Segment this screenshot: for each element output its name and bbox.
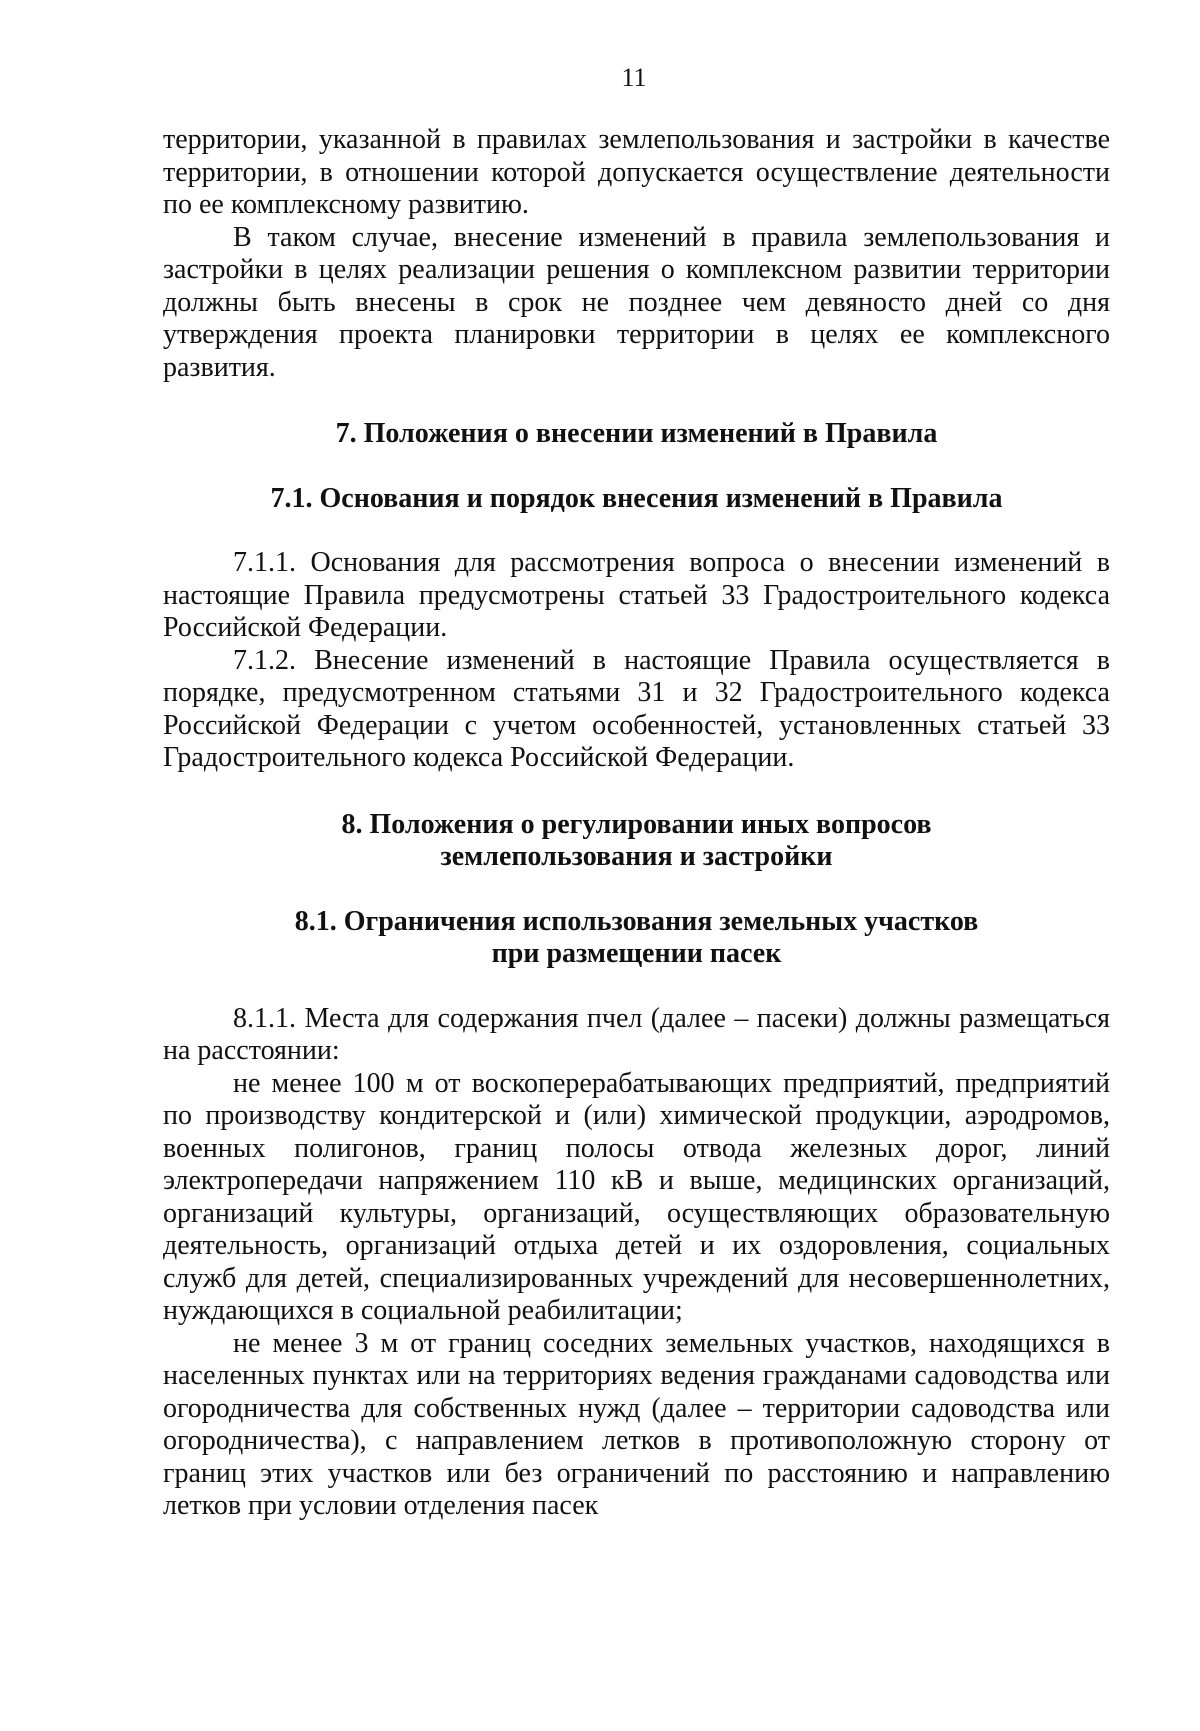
section-7-heading: 7. Положения о внесении изменений в Правила (335, 418, 938, 449)
paragraph-8-1-1: 8.1.1. Места для содержания пчел (далее – пасеки) должны размещаться на расстоянии: (163, 1002, 1110, 1066)
section-8-1-heading-line-1: 8.1. Ограничения использования земельных участков (294, 905, 979, 937)
paragraph-7-1-2: 7.1.2. Внесение изменений в настоящие Правила осуществляется в порядке, предусмотренном статьями 31 и 32 Градостроительного кодекса Российской Федерации с учетом особенностей, установленных статьей 33 Градостроительного кодекса Российской Федерации. (163, 644, 1110, 773)
section-8-heading (163, 809, 1110, 874)
page-number: 11 (621, 63, 647, 92)
section-8-heading-line-2: землепользования и застройки (440, 841, 833, 872)
paragraph-amendment-deadline: В таком случае, внесение изменений в правила землепользования и застройки в целях реализации решения о комплексном развитии территории должны быть внесены в срок не позднее чем девяносто дней со дня утверждения проекта планировки территории в целях ее комплексного развития. (163, 221, 1110, 383)
section-8-1-heading (163, 906, 1110, 971)
section-8-1-heading-line-2: при размещении пасек (491, 938, 782, 969)
paragraph-distance-3m: не менее 3 м от границ соседних земельных участков, находящихся в населенных пунктах или на территориях ведения гражданами садоводства или огородничества для собственных нужд (далее – территории садоводства или огородничества), с направлением летков в противоположную сторону от границ этих участков или без ограничений по расстоянию и направлению летков при условии отделения пасек (163, 1327, 1110, 1521)
paragraph-distance-100m: не менее 100 м от воскоперерабатывающих предприятий, предприятий по производству кондитерской и (или) химической продукции, аэродромов, военных полигонов, границ полосы отвода железных дорог, линий электропередачи напряжением 110 кВ и выше, медицинских организаций, организаций культуры, организаций, осуществляющих образовательную деятельность, организаций отдыха детей и их оздоровления, социальных служб для детей, специализированных учреждений для несовершеннолетних, нуждающихся в социальной реабилитации; (163, 1067, 1110, 1326)
section-7-1-heading: 7.1. Основания и порядок внесения изменений в Правила (270, 482, 1003, 514)
section-8-heading-line-1: 8. Положения о регулировании иных вопросов (341, 808, 932, 840)
paragraph-continuation: территории, указанной в правилах землепользования и застройки в качестве территории, в отношении которой допускается осуществление деятельности по ее комплексному развитию. (163, 124, 1110, 220)
document-body (163, 124, 1110, 1523)
paragraph-7-1-1: 7.1.1. Основания для рассмотрения вопроса о внесении изменений в настоящие Правила предусмотрены статьей 33 Градостроительного кодекса Российской Федерации. (163, 547, 1110, 643)
